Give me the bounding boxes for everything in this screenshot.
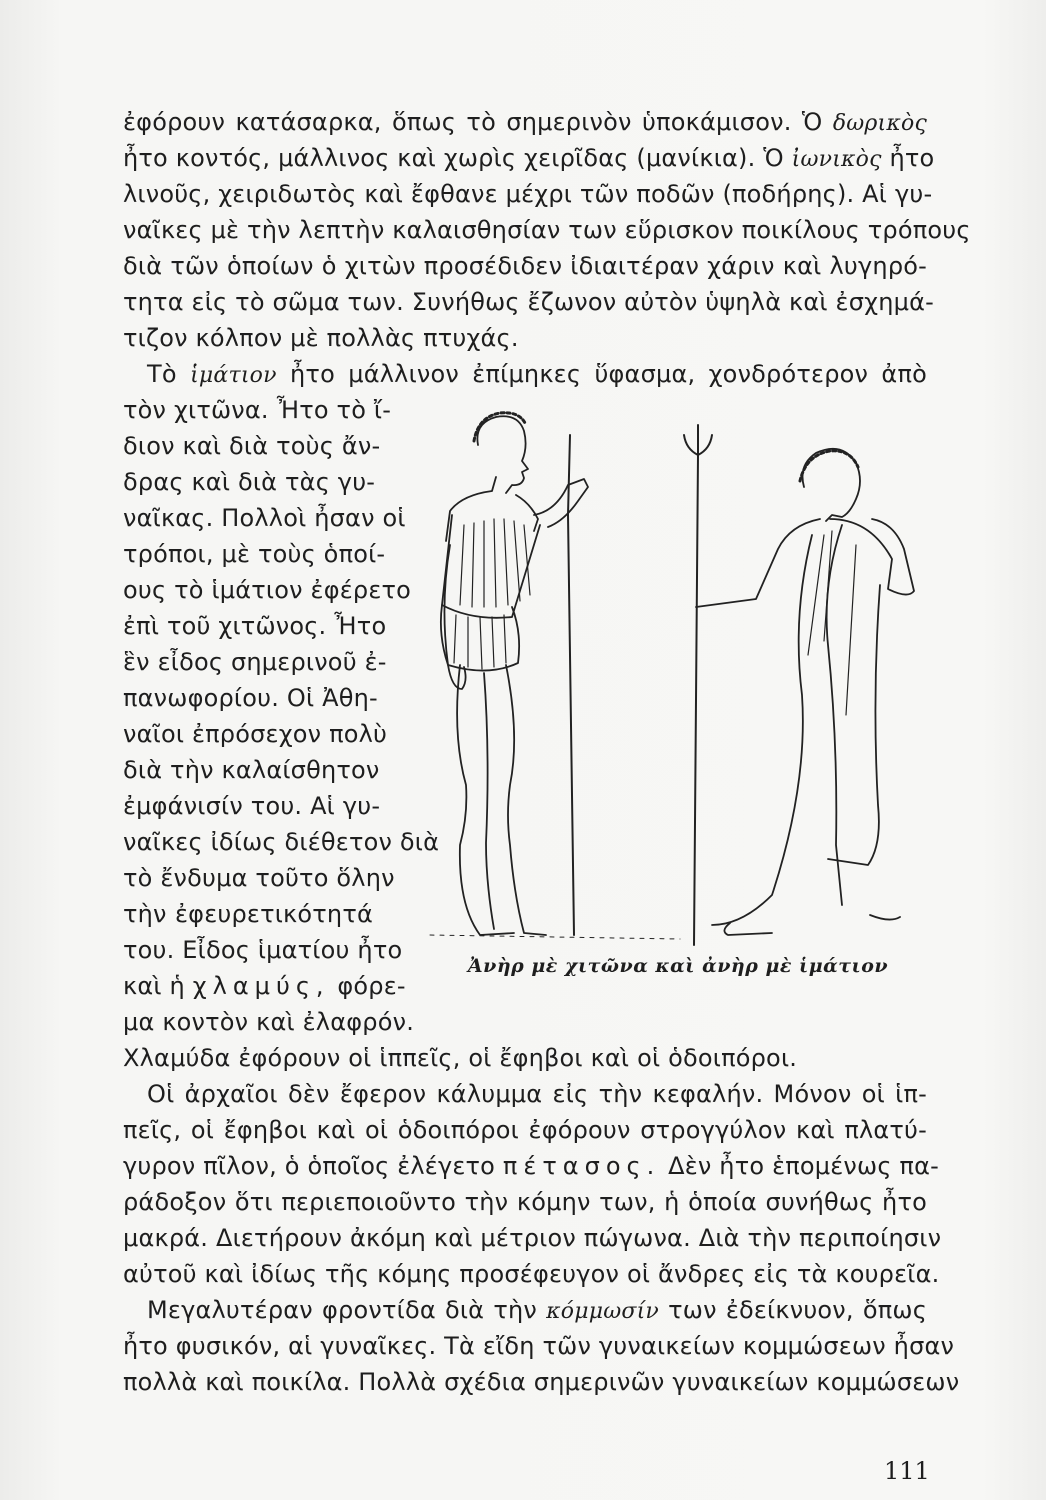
man-with-himation-figure xyxy=(696,449,914,935)
text-line: πολλὰ καὶ ποικίλα. Πολλὰ σχέδια σημερινῶν γυναικείων κομμώσεων xyxy=(123,1368,960,1396)
man-with-chiton-figure xyxy=(441,413,588,935)
text-line: ους τὸ ἱμάτιον ἐφέρετο xyxy=(123,576,412,604)
text-line: καὶ ἡ χλαμύς, φόρε- xyxy=(123,972,406,1000)
text-line: τὸν χιτῶνα. Ἦτο τὸ ἴ- xyxy=(123,396,392,424)
text-line: πανωφορίου. Οἱ Ἀθη- xyxy=(123,684,378,712)
text-line: ναῖοι ἐπρόσεχον πολὺ xyxy=(123,720,388,748)
italic-term: ἱμάτιον xyxy=(190,363,277,388)
text-line: τιζον κόλπον μὲ πολλὰς πτυχάς. xyxy=(123,324,519,352)
text-line: αὐτοῦ καὶ ἰδίως τῆς κόμης προσέφευγον οἱ ἄνδρες εἰς τὰ κουρεῖα. xyxy=(123,1260,940,1288)
text-line: ναῖκες ἰδίως διέθετον διὰ xyxy=(123,828,440,856)
text-line: ἐφόρουν κατάσαρκα, ὅπως τὸ σημερινὸν ὑποκάμισον. Ὁ δωρικὸς xyxy=(123,108,927,136)
text-line: διὰ τῶν ὁποίων ὁ χιτὼν προσέδιδεν ἰδιαιτέραν χάριν καὶ λυγηρό- xyxy=(123,252,927,280)
text-line: γυρον πῖλον, ὁ ὁποῖος ἐλέγετο πέτασος. Δὲν ἦτο ἑπομένως πα- xyxy=(123,1152,939,1180)
spaced-term: χλαμύς, xyxy=(192,972,330,1000)
text-line: διὰ τὴν καλαίσθητον xyxy=(123,756,380,784)
text-line: διον καὶ διὰ τοὺς ἄν- xyxy=(123,432,381,460)
text-line: του. Εἶδος ἱματίου ἦτο xyxy=(123,936,403,964)
text-line: λινοῦς, χειριδωτὸς καὶ ἔφθανε μέχρι τῶν ποδῶν (ποδήρης). Αἱ γυ- xyxy=(123,180,933,208)
text-line: ἦτο κοντός, μάλλινος καὶ χωρὶς χειρῖδας (μανίκια). Ὁ ἰωνικὸς ἦτο xyxy=(123,144,935,172)
text-line: Χλαμύδα ἐφόρουν οἱ ἱππεῖς, οἱ ἔφηβοι καὶ οἱ ὁδοιπόροι. xyxy=(123,1044,798,1072)
text-line: ἦτο φυσικόν, αἱ γυναῖκες. Τὰ εἴδη τῶν γυναικείων κομμώσεων ἦσαν xyxy=(123,1332,955,1360)
spaced-term: πέτασος. xyxy=(502,1152,661,1180)
text-line: ναῖκας. Πολλοὶ ἦσαν οἱ xyxy=(123,504,406,532)
italic-term: ἰωνικὸς xyxy=(791,147,882,172)
figure-caption: Ἀνὴρ μὲ χιτῶνα καὶ ἀνὴρ μὲ ἱμάτιον xyxy=(467,955,889,977)
page-number: 111 xyxy=(884,1457,930,1485)
italic-term: κόμμωσίν xyxy=(546,1299,659,1324)
text-line: ἐμφάνισίν του. Αἱ γυ- xyxy=(123,792,381,820)
text-line: τητα εἰς τὸ σῶμα των. Συνήθως ἔζωνον αὐτὸν ὑψηλὰ καὶ ἐσχημά- xyxy=(123,288,934,316)
text-line: ἓν εἶδος σημερινοῦ ἐ- xyxy=(123,648,387,676)
text-line: δρας καὶ διὰ τὰς γυ- xyxy=(123,468,376,496)
text-line: ναῖκες μὲ τὴν λεπτὴν καλαισθησίαν των εὕρισκον ποικίλους τρόπους xyxy=(123,216,971,244)
text-line: μακρά. Διετήρουν ἀκόμη καὶ μέτριον πώγωνα. Διὰ τὴν περιποίησιν xyxy=(123,1224,942,1252)
italic-term: δωρικὸς xyxy=(832,111,927,136)
text-line: Τὸ ἱμάτιον ἦτο μάλλινον ἐπίμηκες ὕφασμα, χονδρότερον ἀπὸ xyxy=(147,360,927,388)
text-line: τὴν ἐφευρετικότητά xyxy=(123,900,373,928)
trident-staff xyxy=(684,425,712,945)
text-line: Μεγαλυτέραν φροντίδα διὰ τὴν κόμμωσίν των ἐδείκνυον, ὅπως xyxy=(147,1296,927,1324)
text-line: ράδοξον ὅτι περιεποιοῦντο τὴν κόμην των, ἡ ὁποία συνήθως ἦτο xyxy=(123,1188,927,1216)
text-line: μα κοντὸν καὶ ἐλαφρόν. xyxy=(123,1008,415,1036)
text-line: Οἱ ἀρχαῖοι δὲν ἔφερον κάλυμμα εἰς τὴν κεφαλήν. Μόνον οἱ ἱπ- xyxy=(147,1080,927,1108)
text-line: πεῖς, οἱ ἔφηβοι καὶ οἱ ὁδοιπόροι ἐφόρουν στρογγύλον καὶ πλατύ- xyxy=(123,1116,927,1144)
text-line: ἐπὶ τοῦ χιτῶνος. Ἦτο xyxy=(123,612,387,640)
text-line: τὸ ἔνδυμα τοῦτο ὅλην xyxy=(123,864,395,892)
illustration-two-men xyxy=(400,395,930,955)
text-line: τρόποι, μὲ τοὺς ὁποί- xyxy=(123,540,386,568)
